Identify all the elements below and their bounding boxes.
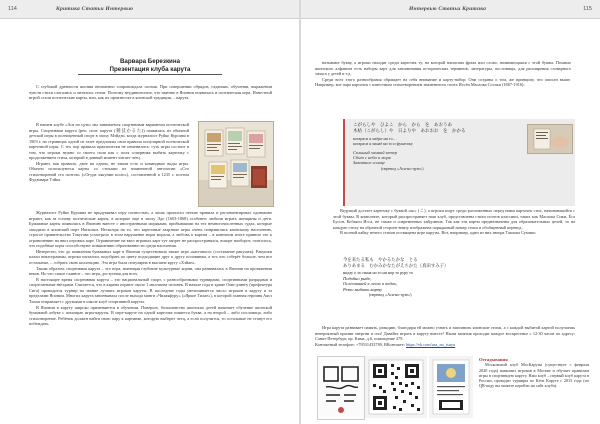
poem-translation-line: Ослепившей в лесах и водах, xyxy=(343,281,397,287)
club-card-image xyxy=(429,356,473,418)
body-column xyxy=(29,122,189,183)
paragraph: В настоящее время спортивная карута – это национальный спорт, с разнообразными турнирами, спортивными разрядами и спортсменами-звёздами. Считается, что в караты играют около 1 миллиона человек. В начале года в храме Оми-дзингу (префектура Сига) проводится турнир на звание лучших игроков каруты. В последние годы увеличивается число игроков в каруту и за пределами Японии. Многих карута завоевывала после выхода манги «Чихаяфуру» («Яркое Тихае»), в которой главная героиня Аясэ Тихая отправляет с друзьями в школе клуб спортивной каруты. xyxy=(29,276,272,304)
left-page xyxy=(0,0,299,424)
body-text-bottom xyxy=(315,325,575,347)
paragraph: В полной кайку нечего стихов посвящена игре каруты. Вот, например, один из них автора Такаока Сумико: xyxy=(340,230,537,236)
page-number: 114 xyxy=(8,6,17,12)
paragraph: С глубокой древности япония неизменно сопровождала поэзия. При совершении обрядов, гаданиях, обучении, выражении чувств стихи слагались и читались стихи. Поэтому неудивительно, что именно в Японии появилась и поэтическая игра. Известной игрой стали поэтические карты, или, как их произносят в японской традиции, – карута. xyxy=(29,84,272,100)
poem-japanese-line: 今を来たる私も やかるたかな とる xyxy=(343,258,423,263)
right-page xyxy=(301,0,600,424)
title-divider xyxy=(78,74,222,75)
paragraph: В нашем клубе «Ася но цую» мы занимаемся спортивным вариантом поэтической игры. Спортивная карута (реп. поэт. карута (競技かるた)) появилась из обычной детской игры в полноценный спорт в эпоху Мэйдзи, когда журналист Руйко Куроива в 1903 г. на страницах одной из газет предложил свои правила популярной поэтической карточной игры. С тех пор правила практически не изменились: суть игры состоит в том, что игроки нужно со своего поля как с поля соперника выбить карточку с продолжением стиха, который в данный момент читает чтец. xyxy=(29,122,189,160)
paragraph: Играют, как правило, двое на одном, не таким есть и командные виды игры. Обычно используются карты со стихами из знаменитой антологии «Сто стихотворений ста поэтов» («Огура хякунин иссю»), составленной в 1235 г. поэтом Фудзивара Тэйка. xyxy=(29,160,189,183)
paragraph: Ведущий достает карточку с буквой «ко» (こ), а игроки ищут среди разложенных перед ними карточек стих, начинающийся с этой буквы. В комплекте, который распространяет наш клуб, представлены стихи поэтов классики, таких как Масаока Сики, Ёса Бусон, Кобаяси Исса, не также и современных хайдзинов. Так как эти карты предназначены для образовательных целей, то на каждую стиху на обратной стороне внизу изображена порядковый номер стиха и обобщенный перевод. xyxy=(333,208,575,230)
vk-label: ВКонтакте: xyxy=(384,341,405,347)
page-number: 115 xyxy=(583,6,592,12)
vk-link[interactable]: https://vk.com/asa_no_tsuyu xyxy=(405,341,456,347)
poem-romaji-line: нидзу о за сэнна но то ни нор то руру то xyxy=(343,270,413,275)
poem-translation-line: Подобно рыбе, xyxy=(343,275,372,281)
ad-title: Отгадывания xyxy=(479,357,508,362)
qr-code[interactable] xyxy=(365,356,427,418)
contacts-phone[interactable]: +79531433780, xyxy=(355,341,383,347)
translation-credit: (перевод «Ася-но-цую») xyxy=(381,165,424,171)
poem-japanese-line: ありあまる むかみかなたがえちかた（真田すみ子） xyxy=(343,264,449,269)
club-ad-text xyxy=(479,357,589,389)
body-text-mid xyxy=(333,208,575,236)
article-subtitle: Презентация клуба карута xyxy=(109,65,191,73)
page-header xyxy=(0,0,299,19)
poem-block xyxy=(343,258,573,298)
poem-translation-line: Сильный зимний ветер xyxy=(353,149,398,155)
paragraph: Интересно, что до появления бумажных карт в Японии существовала также игра «каи-авасэ» (состязание ракушек). Ракушки клали пиктограммы, игроки пытались подобрать по цвету подходящие друг к другу половинки, а тот, кто соберёт больше, чем все остальные, – собрать свою коллекцию. Эта игра была популярна в высшем кругу «Хэйан». xyxy=(29,248,272,265)
body-text-bottom xyxy=(29,210,272,327)
body-text-top xyxy=(315,60,571,88)
poem-romaji-line: когараси я хинаё ни то и фунатоку xyxy=(353,141,413,147)
paragraph: Журналист Руйко Куроива не придумывал игру полностью, а лишь прописал четкие правила и регламентировал одинаково играют, как за основу поэтические карты, в которые еще в эпоху Эдо (1603-1868) особенно любили играть женщины и дети. Бумажные карты появились в Японию вместе с иностранными моряками, прибывшими на тех немногочисленных судах, которые заходили в японский порт Нагасаки. Несмотря на то, что карточные азартные игры очень понравились японскому населению, строгое правительство Токугава усмотрело в этом нарушение норм морали, а любовь к картам – в конечном итоге привело это к ограничению на ввоз игровых карт. Ограничение на ввоз игровых карт тут запрет не распространялся, вскоре наоборот, считалось, что подобные игры способствуют повышению образованности среди населения. xyxy=(29,210,272,248)
karuta-card-photo xyxy=(527,124,573,154)
paragraph: Таким образом, спортивная карута – это игра, имеющая глубокие культурные корни, она развивалась в Японии на протяжении веков. Но что самое главное – это игра, доступная для всех. xyxy=(29,265,272,277)
contacts-line xyxy=(315,342,575,348)
article-author: Варвара Березкина xyxy=(119,58,181,65)
running-title: Интервью Статьи Критика xyxy=(409,6,487,12)
poem-translation-line: Сбит с неба и моря xyxy=(353,155,391,161)
running-title: Критика Статьи Интервью xyxy=(56,6,134,12)
club-logo xyxy=(317,356,365,420)
poem-translation-line: Закатное солнце xyxy=(353,160,386,166)
paragraph: Среди всех этого разнообразия обращает на себя внимание и карту-набор. Они созданы о том, же принципу, что описан выше. Например, вот пара карточек с известным стихотворением знаменитого поэта Иссёи Масаока Сосэки (1867-1916): xyxy=(315,76,571,88)
poem-japanese-line: 木枯（こがらし）や 日よりや あおおお を かかる xyxy=(353,129,466,135)
poem-translation-line: Резко выбить карту xyxy=(343,286,383,292)
article-title xyxy=(70,58,230,73)
intro-text xyxy=(29,84,272,101)
page-header xyxy=(301,0,600,19)
poem-japanese-line: こがらしや ひよこ から から を あおうあ xyxy=(353,123,457,128)
paragraph: Игра карута развивает память, реакцию, благодаря ей можно узнать и запомнить японские стихи, а с каждой выбитой картой получаешь невероятный прилив энергии и сил! Давайте играть в каруту вместе! Наши занятия проходят каждое воскресенье с 12:30 часов по адресу: Санкт-Петербург, пр. Кима, д.6, помещение 279. xyxy=(315,325,575,341)
contacts-label: Контактный телефон: xyxy=(315,341,355,347)
ad-paragraph: Московский клуб МосКаруты (существует с февраля 2020 года) знакомит игроков в Москве и обучает правилам игры в спортивную каруту. Наш клуб – первый клуб карута в России, проводит турниры по Кёги Каруте с 2015 года (по QR-коду вы можете перейти на сайт клуба). xyxy=(479,362,589,389)
translation-credit: (перевод «Ася-но-цую») xyxy=(369,292,412,298)
paragraph: называют букву, а игроки находят среди карточек ту, на которой написана фраза или слово, начинающаяся с этой буквы. Помимо японского алфавита есть наборы карт для запоминания исторических терминов, литературы, пословицы, для расширения словарного запаса у детей и т.д. xyxy=(315,60,571,76)
karuta-cards-photo xyxy=(198,121,274,207)
club-ad xyxy=(317,356,589,420)
paragraph: В Японии в каруту широко применяются в обучении. Поверьте, большинство японских детей начинает обучение японской бумажной азбуке с помощью игры-каруты. В игре-каруте на одной карточке пишется буква, а на второй – либо пословица, либо стихотворение. Ребёнок должен найти свою пару к картинке, которую выберет чтец, а если получится, то остальные не станут его побеждать. xyxy=(29,304,272,327)
poem-romaji-line: когараси я хиёри ни то… xyxy=(353,135,397,141)
